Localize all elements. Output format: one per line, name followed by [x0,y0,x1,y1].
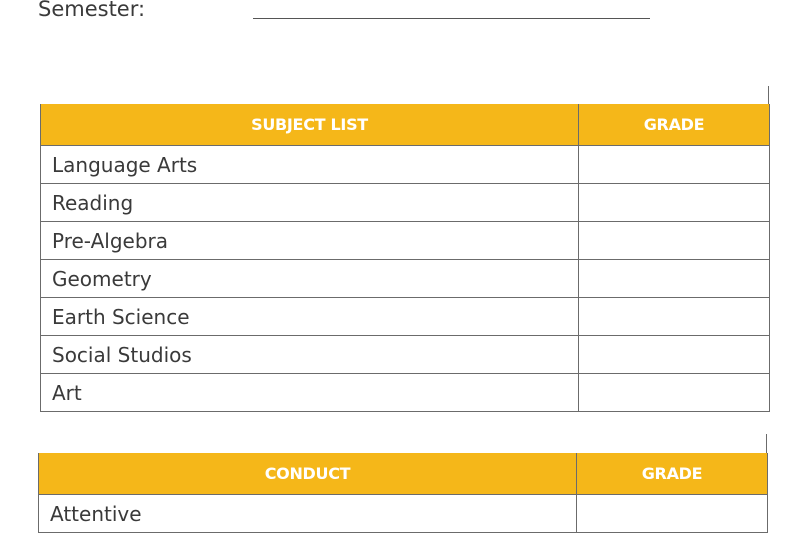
grade-cell[interactable] [579,222,770,260]
grade-cell[interactable] [579,336,770,374]
table-row [41,184,770,222]
table-row [41,260,770,298]
grade-cell[interactable] [579,184,770,222]
conduct-item: Attentive [39,495,577,533]
subject-name: Geometry [41,260,579,298]
grade-cell[interactable] [577,495,768,533]
grade-cell[interactable] [579,260,770,298]
conduct-grade-header: GRADE [577,453,768,495]
subject-grades-table [40,104,770,412]
conduct-grades-table [38,453,768,533]
subject-name: Reading [41,184,579,222]
subject-name: Social Studios [41,336,579,374]
table-row [41,298,770,336]
semester-input-line[interactable] [253,18,650,19]
table-row [41,374,770,412]
subject-name: Language Arts [41,146,579,184]
subject-grade-header: GRADE [579,104,770,146]
grade-cell[interactable] [579,298,770,336]
conduct-table-header-row [39,453,768,495]
table-row [41,146,770,184]
grade-cell[interactable] [579,146,770,184]
subject-list-header: SUBJECT LIST [41,104,579,146]
subject-name: Pre-Algebra [41,222,579,260]
subject-table-header-row [41,104,770,146]
subject-name: Art [41,374,579,412]
subject-name: Earth Science [41,298,579,336]
semester-label: Semester: [38,0,146,21]
grade-cell[interactable] [579,374,770,412]
conduct-header: CONDUCT [39,453,577,495]
table-row [39,495,768,533]
conduct-table-top-edge [766,434,767,453]
table-row [41,336,770,374]
table-row [41,222,770,260]
subject-table-top-edge [768,86,769,104]
